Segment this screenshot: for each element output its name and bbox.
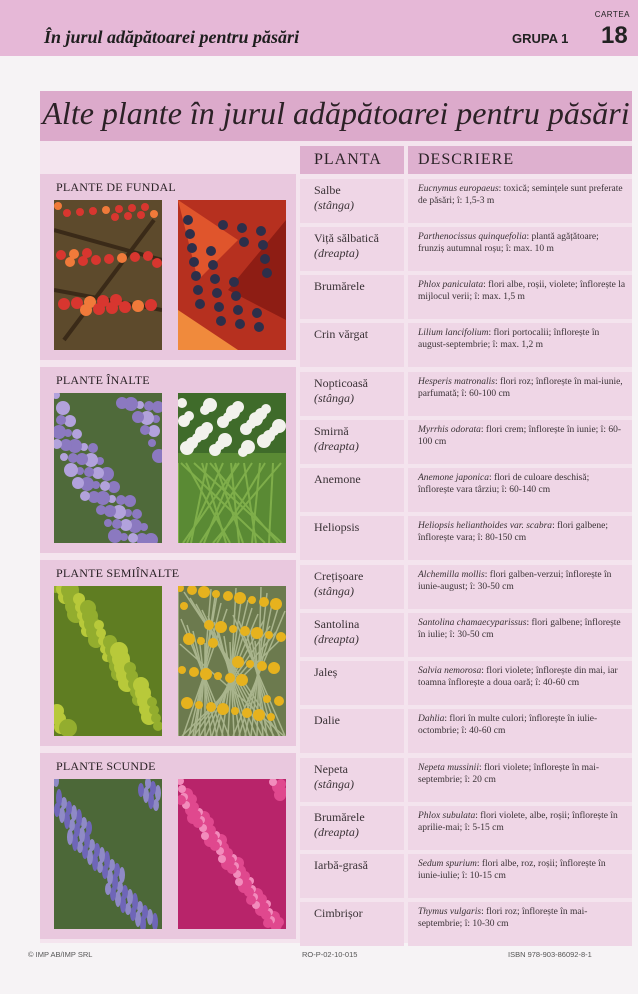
section-label: PLANTE DE FUNDAL: [56, 180, 176, 194]
plant-description-cell: [408, 275, 632, 319]
plant-name-cell: [300, 613, 404, 657]
latin-name: Parthenocissus quinquefolia: [418, 232, 527, 242]
plant-name: Smirnă: [314, 424, 349, 438]
plant-description: : flori crem; înflorește în iunie; î: 60-100 cm: [418, 425, 621, 447]
column-header-description-label: DESCRIERE: [418, 151, 515, 168]
yellow-green-foliage-photo: [54, 586, 162, 736]
plant-name-cell: [300, 806, 404, 850]
header-title: În jurul adăpătoarei pentru păsări: [44, 27, 300, 47]
latin-name: Alchemilla mollis: [418, 570, 485, 580]
plant-description: : flori roz; înflorește în mai-iunie, parfumată; î: 60-100 cm: [418, 377, 623, 399]
plant-name: Dalie: [314, 713, 340, 727]
plant-description-cell: [408, 902, 632, 946]
plant-description: : toxică; semințele sunt preferate de păsări; î: 1,5-3 m: [418, 184, 623, 206]
plant-name: Crin vărgat: [314, 327, 369, 341]
plant-row: [300, 179, 632, 223]
card-header: [40, 91, 632, 141]
plant-name: Iarbă-grasă: [314, 858, 368, 872]
plant-description-cell: [408, 565, 632, 609]
plant-name: Salbe: [314, 183, 341, 197]
latin-name: Dahlia: [418, 714, 445, 724]
plant-description-cell: [408, 420, 632, 464]
plant-side: (dreapta): [314, 825, 359, 839]
plant-description-cell: [408, 661, 632, 705]
latin-name: Lilium lancifolium: [418, 328, 489, 338]
plant-side: (stânga): [314, 198, 354, 212]
plant-row: [300, 372, 632, 416]
plant-card: [40, 91, 632, 943]
plant-name: Anemone: [314, 472, 361, 486]
plant-description-cell: [408, 179, 632, 223]
yellow-santolina-photo: [178, 586, 286, 736]
plant-name-cell: [300, 275, 404, 319]
plant-name: Brumărele: [314, 810, 365, 824]
plant-row: [300, 709, 632, 753]
plant-name-cell: [300, 902, 404, 946]
plant-description-cell: [408, 613, 632, 657]
latin-name: Sedum spurium: [418, 859, 477, 869]
plant-row: [300, 323, 632, 367]
plant-section: [40, 560, 632, 746]
group-label: GRUPA 1: [512, 31, 569, 46]
plant-name: Crețișoare: [314, 569, 364, 583]
plant-description: : flori albe, roșii, violete; înflorește la mijlocul verii; î: max. 1,5 m: [418, 280, 626, 302]
plant-name-cell: [300, 565, 404, 609]
plant-description-cell: [408, 372, 632, 416]
plant-row: [300, 420, 632, 464]
latin-name: Myrrhis odorata: [418, 425, 481, 435]
plant-description: : flori galbene; înflorește în iulie; î: 30-50 cm: [418, 618, 621, 640]
plant-row: [300, 613, 632, 657]
card-title: Alte plante în jurul adăpătoarei pentru păsări: [42, 95, 630, 131]
white-umbel-photo: [178, 393, 286, 543]
plant-name: Jaleș: [314, 665, 338, 679]
card-type-label: CARTEA: [594, 10, 630, 19]
latin-name: Salvia nemorosa: [418, 666, 482, 676]
plant-description: : flori de culoare deschisă; înflorește vara târziu; î: 60-140 cm: [418, 473, 590, 495]
plant-description: : flori violete; înflorește în mai-septembrie; î: 20 cm: [418, 763, 600, 785]
section-photos: [40, 753, 296, 939]
plant-section: [40, 174, 632, 360]
plant-row: [300, 275, 632, 319]
plant-name: Brumărele: [314, 279, 365, 293]
plant-name-cell: [300, 323, 404, 367]
plant-name-cell: [300, 854, 404, 898]
footer-code: RO-P-02-10-015: [302, 950, 358, 959]
latin-name: Santolina chamaecyparissus: [418, 618, 527, 628]
plant-side: (stânga): [314, 777, 354, 791]
footer-copyright: © IMP AB/IMP SRL: [28, 950, 93, 959]
plant-name-cell: [300, 227, 404, 271]
plant-description: : flori în multe culori; înflorește în iulie-octombrie; î: 40-60 cm: [418, 714, 598, 736]
plant-name-cell: [300, 661, 404, 705]
plant-name: Heliopsis: [314, 520, 360, 534]
plant-description: : flori galben-verzui; înflorește în iunie-august; î: 30-50 cm: [418, 570, 612, 592]
plant-row: [300, 227, 632, 271]
plant-name-cell: [300, 516, 404, 560]
plant-description-cell: [408, 323, 632, 367]
plant-description-cell: [408, 806, 632, 850]
latin-name: Thymus vulgaris: [418, 907, 482, 917]
plant-row: [300, 902, 632, 946]
plant-name: Cimbrișor: [314, 906, 363, 920]
red-vine-photo: [178, 200, 286, 350]
pink-phlox-photo: [178, 779, 286, 929]
purple-flowers-photo: [54, 393, 162, 543]
plant-description-cell: [408, 227, 632, 271]
plant-section: [40, 753, 632, 939]
column-header-plant: [300, 146, 404, 174]
latin-name: Anemone japonica: [418, 473, 489, 483]
section-label: PLANTE SEMIÎNALTE: [56, 566, 180, 580]
plant-description: : plantă agățătoare; frunziș autumnal roșu; î: max. 10 m: [418, 232, 599, 254]
plant-row: [300, 806, 632, 850]
plant-description: : flori galbene; înflorește vara; î: 80-150 cm: [418, 521, 608, 543]
plant-description-cell: [408, 709, 632, 753]
plant-name: Nepeta: [314, 762, 348, 776]
plant-row: [300, 661, 632, 705]
plant-row: [300, 854, 632, 898]
plant-row: [300, 516, 632, 560]
plant-name-cell: [300, 758, 404, 802]
plant-name-cell: [300, 709, 404, 753]
latin-name: Heliopsis helianthoides var. scabra: [418, 521, 553, 531]
plant-row: [300, 565, 632, 609]
card-number: 18: [601, 22, 628, 49]
latin-name: Hesperis matronalis: [418, 377, 495, 387]
plant-description-cell: [408, 758, 632, 802]
plant-name: Santolina: [314, 617, 360, 631]
plant-description: : flori albe, roz, roșii; înflorește în iunie-iulie; î: 10-15 cm: [418, 859, 606, 881]
plant-section: [40, 367, 632, 553]
plant-description: : flori portocalii; înflorește în august-septembrie; î: max. 1,2 m: [418, 328, 600, 350]
column-header-plant-label: PLANTA: [314, 151, 382, 168]
plant-name-cell: [300, 179, 404, 223]
plant-side: (dreapta): [314, 246, 359, 260]
column-header-description: [408, 146, 632, 174]
header-bar: [0, 0, 638, 56]
plant-description-cell: [408, 468, 632, 512]
plant-name: Nopticoasă: [314, 376, 368, 390]
plant-description: : flori violete; înflorește din mai, iar toamna înflorește a doua oară; î: 40-60 cm: [418, 666, 618, 688]
plant-name-cell: [300, 372, 404, 416]
plant-description: : flori roz; înflorește în mai-septembrie; î: 10-30 cm: [418, 907, 588, 929]
nepeta-photo: [54, 779, 162, 929]
plant-name-cell: [300, 468, 404, 512]
section-label: PLANTE ÎNALTE: [56, 373, 150, 387]
plant-description: : flori violete, albe, roșii; înflorește în aprilie-mai; î: 5-15 cm: [418, 811, 618, 833]
plant-side: (dreapta): [314, 439, 359, 453]
section-photos: [40, 367, 296, 553]
plant-description-cell: [408, 516, 632, 560]
section-photos: [40, 560, 296, 746]
plant-name-cell: [300, 420, 404, 464]
section-label: PLANTE SCUNDE: [56, 759, 156, 773]
latin-name: Nepeta mussinii: [418, 763, 479, 773]
latin-name: Phlox subulata: [418, 811, 476, 821]
plant-row: [300, 758, 632, 802]
footer-isbn: ISBN 978-903-86092-8-1: [508, 950, 592, 959]
latin-name: Phlox paniculata: [418, 280, 484, 290]
berry-shrub-photo: [54, 200, 162, 350]
plant-side: (stânga): [314, 391, 354, 405]
plant-side: (stânga): [314, 584, 354, 598]
plant-description-cell: [408, 854, 632, 898]
plant-row: [300, 468, 632, 512]
plant-side: (dreapta): [314, 632, 359, 646]
plant-name: Viță sălbatică: [314, 231, 379, 245]
section-photos: [40, 174, 296, 360]
latin-name: Eucnymus europaeus: [418, 184, 499, 194]
